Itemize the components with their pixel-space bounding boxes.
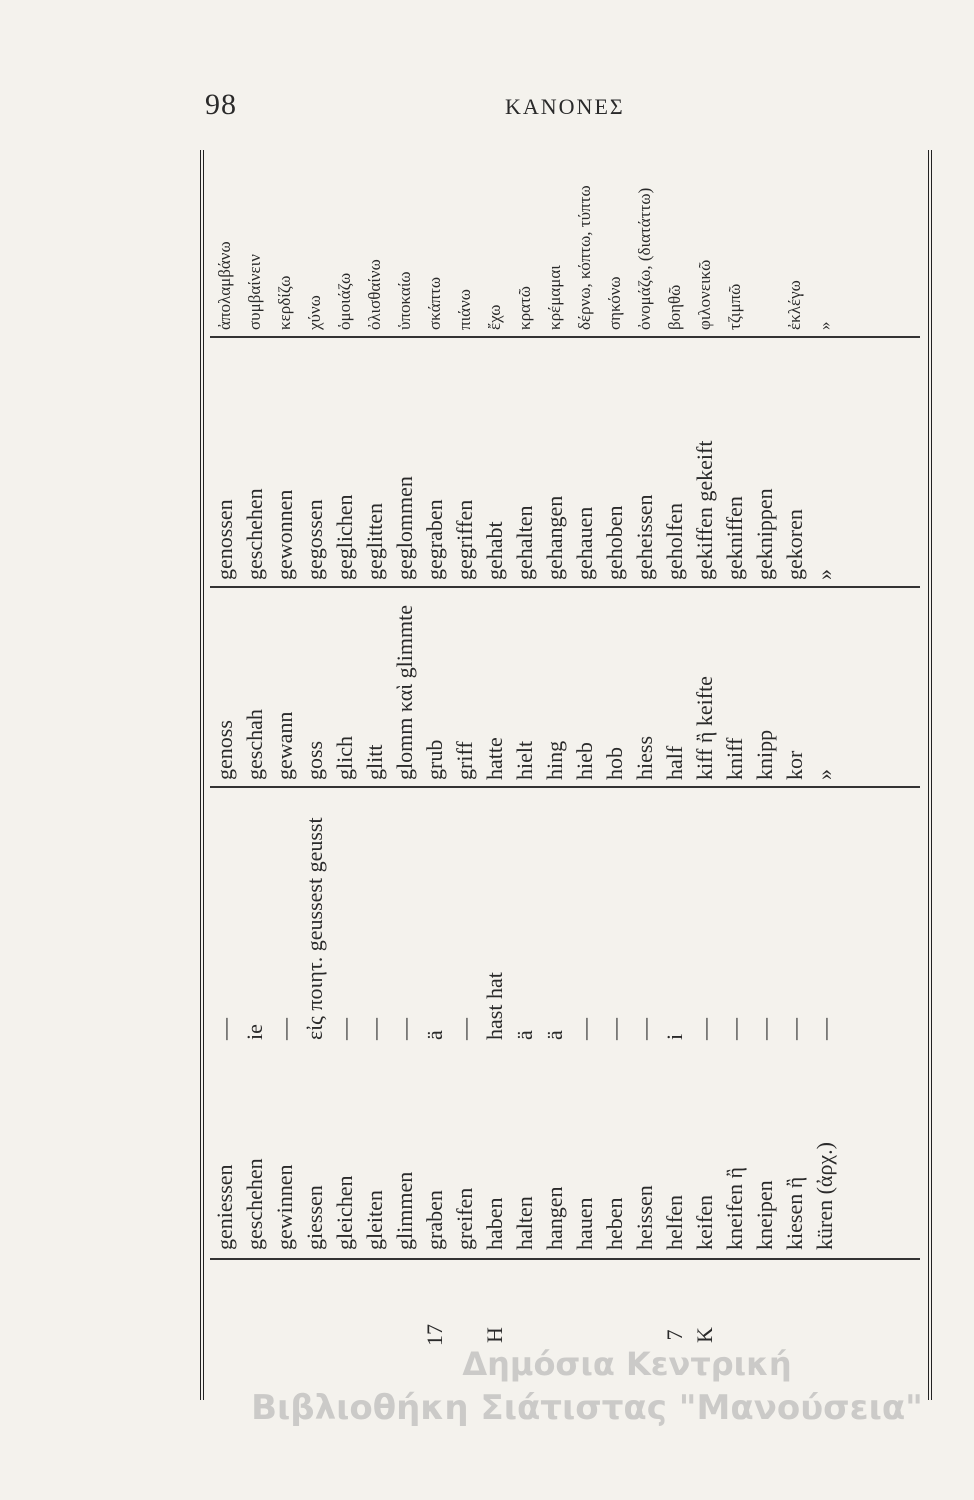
table-bottom-rule (928, 150, 932, 1400)
cell-prs: — (332, 1018, 357, 1040)
cell-gr: κερδίζω (275, 275, 294, 330)
cell-gr: ὁμοιάζω (335, 272, 354, 330)
cell-gr: πιάνω (455, 289, 474, 330)
table-row (780, 150, 810, 1400)
verb-table-wrapper (200, 150, 936, 1400)
table-row (420, 150, 450, 1400)
cell-inf: helfen (662, 1195, 687, 1250)
cell-pst: glitt (362, 744, 387, 780)
cell-prs: — (272, 1018, 297, 1040)
cell-inf: heissen (632, 1185, 657, 1250)
cell-pp: gewonnen (272, 489, 297, 580)
cell-pst: glich (332, 736, 357, 780)
cell-inf: kiesen ἢ (782, 1176, 807, 1250)
table-row (660, 150, 690, 1400)
cell-inf: hauen (572, 1197, 597, 1250)
page-number: 98 (205, 88, 237, 121)
cell-pp: gehoben (602, 505, 627, 580)
cell-prs: — (452, 1018, 477, 1040)
cell-gr: βοηθῶ (665, 284, 684, 330)
cell-prs: εἰς ποιητ. geussest geusst (302, 817, 327, 1040)
cell-pp: geglichen (332, 494, 357, 580)
table-row (570, 150, 600, 1400)
cell-prs: ä (422, 1030, 447, 1040)
cell-prs: i (662, 1033, 687, 1040)
cell-pp: geschehen (242, 488, 267, 580)
table-row (240, 150, 270, 1400)
cell-inf: glimmen (392, 1171, 417, 1250)
cell-pp: genossen (212, 499, 237, 580)
cell-pp: gehalten (512, 505, 537, 580)
table-row (480, 150, 510, 1400)
cell-prs: — (632, 1018, 657, 1040)
cell-prs: — (692, 1018, 717, 1040)
cell-pp: geglitten (362, 503, 387, 580)
cell-mark: 17 (422, 1324, 447, 1346)
cell-inf: gleiten (362, 1190, 387, 1250)
cell-inf: gewinnen (272, 1164, 297, 1250)
cell-inf: geniessen (212, 1164, 237, 1250)
table-row (810, 150, 840, 1400)
watermark-line-2: Βιβλιοθήκη Σιάτιστας "Μανούσεια" (251, 1388, 923, 1428)
verb-table (200, 150, 936, 1400)
cell-inf: hangen (542, 1186, 567, 1250)
cell-inf: halten (512, 1196, 537, 1250)
cell-pst: kor (782, 750, 807, 780)
table-row (390, 150, 420, 1400)
cell-pp: geheissen (632, 494, 657, 580)
cell-inf: geschehen (242, 1158, 267, 1250)
cell-pp: gegraben (422, 499, 447, 580)
cell-gr: ὀλισθαίνω (365, 259, 384, 330)
cell-gr: φιλονεικῶ (695, 259, 714, 330)
cell-inf: haben (482, 1197, 507, 1250)
watermark-line-1: Δημόσια Κεντρική (462, 1345, 792, 1383)
cell-gr: συμβαίνειν (245, 254, 264, 330)
cell-gr: σκάπτω (425, 276, 444, 330)
cell-prs: — (212, 1018, 237, 1040)
cell-inf: heben (602, 1197, 627, 1250)
table-row (720, 150, 750, 1400)
cell-gr: » (815, 321, 834, 330)
cell-gr: σηκόνω (605, 276, 624, 330)
cell-gr: τζιμπῶ (725, 283, 744, 330)
cell-inf: kneifen ἢ (722, 1167, 747, 1250)
table-row (630, 150, 660, 1400)
cell-pst: kniff (722, 737, 747, 780)
cell-inf: keifen (692, 1195, 717, 1250)
cell-pst: hiess (632, 736, 657, 780)
table-row (690, 150, 720, 1400)
cell-prs: — (572, 1018, 597, 1040)
running-head: ΚΑΝΟΝΕΣ (505, 94, 625, 119)
cell-pst: griff (452, 741, 477, 780)
table-row (750, 150, 780, 1400)
cell-prs: hast hat (482, 972, 507, 1040)
cell-prs: — (812, 1018, 837, 1040)
cell-pst: hing (542, 740, 567, 780)
cell-pst: geschah (242, 709, 267, 780)
cell-gr: κρέμαμαι (545, 265, 564, 330)
cell-pst: goss (302, 740, 327, 780)
cell-pp: gekniffen (722, 496, 747, 580)
cell-pp: gehabt (482, 521, 507, 580)
table-row (210, 150, 240, 1400)
cell-gr: κρατῶ (515, 286, 534, 330)
cell-pst: glomm καὶ glimmte (392, 604, 417, 780)
cell-pst: kiff ἢ keifte (692, 676, 717, 780)
cell-inf: küren (ἀρχ.) (812, 1141, 837, 1250)
cell-pst: genoss (212, 720, 237, 780)
cell-pst: hieb (572, 742, 597, 780)
cell-mark: 7 (662, 1329, 687, 1341)
cell-pp: gegriffen (452, 499, 477, 580)
cell-pst: gewann (272, 711, 297, 780)
cell-prs: — (602, 1018, 627, 1040)
table-row (600, 150, 630, 1400)
cell-pp: » (812, 569, 837, 580)
cell-prs: — (722, 1018, 747, 1040)
cell-gr: δέρνω, κόπτω, τύπτω (575, 185, 594, 330)
cell-pst: half (662, 745, 687, 780)
cell-pst: knipp (752, 729, 777, 780)
cell-gr: ὑποκαίω (395, 271, 414, 330)
cell-inf: giessen (302, 1185, 327, 1250)
table-row (330, 150, 360, 1400)
cell-prs: ä (512, 1030, 537, 1040)
cell-pp: gekiffen gekeift (692, 440, 717, 580)
table-top-rule (200, 150, 204, 1400)
cell-mark: H (482, 1327, 507, 1343)
table-body (210, 150, 840, 1400)
table-row (300, 150, 330, 1400)
table-row (510, 150, 540, 1400)
table-row (360, 150, 390, 1400)
cell-gr: ἐκλέγω (785, 280, 804, 330)
cell-pp: geholfen (662, 503, 687, 580)
cell-prs: — (782, 1018, 807, 1040)
cell-pst: hielt (512, 740, 537, 780)
cell-inf: kneipen (752, 1180, 777, 1250)
cell-gr: ἔχω (485, 304, 504, 330)
cell-prs: ä (542, 1030, 567, 1040)
table-row (450, 150, 480, 1400)
cell-inf: graben (422, 1190, 447, 1250)
cell-inf: gleichen (332, 1175, 357, 1250)
cell-prs: — (752, 1018, 777, 1040)
cell-pp: geglommen (392, 476, 417, 580)
cell-pp: gegossen (302, 499, 327, 580)
cell-pst: grub (422, 739, 447, 780)
cell-prs: — (362, 1018, 387, 1040)
cell-mark: K (692, 1327, 717, 1343)
cell-gr: χύνω (305, 295, 324, 330)
cell-pst: hatte (482, 737, 507, 780)
cell-pp: geknippen (752, 488, 777, 580)
table-row (270, 150, 300, 1400)
cell-prs: — (392, 1018, 417, 1040)
cell-gr: ἀπολαμβάνω (215, 241, 234, 330)
cell-inf: greifen (452, 1187, 477, 1250)
cell-prs: ie (242, 1024, 267, 1040)
cell-pst: hob (602, 747, 627, 780)
cell-pp: gehangen (542, 495, 567, 580)
cell-pp: gehauen (572, 506, 597, 580)
cell-gr: ὀνομάζω, (διατάττω) (635, 187, 654, 330)
cell-pst: » (812, 769, 837, 780)
table-row (540, 150, 570, 1400)
cell-pp: gekoren (782, 509, 807, 580)
